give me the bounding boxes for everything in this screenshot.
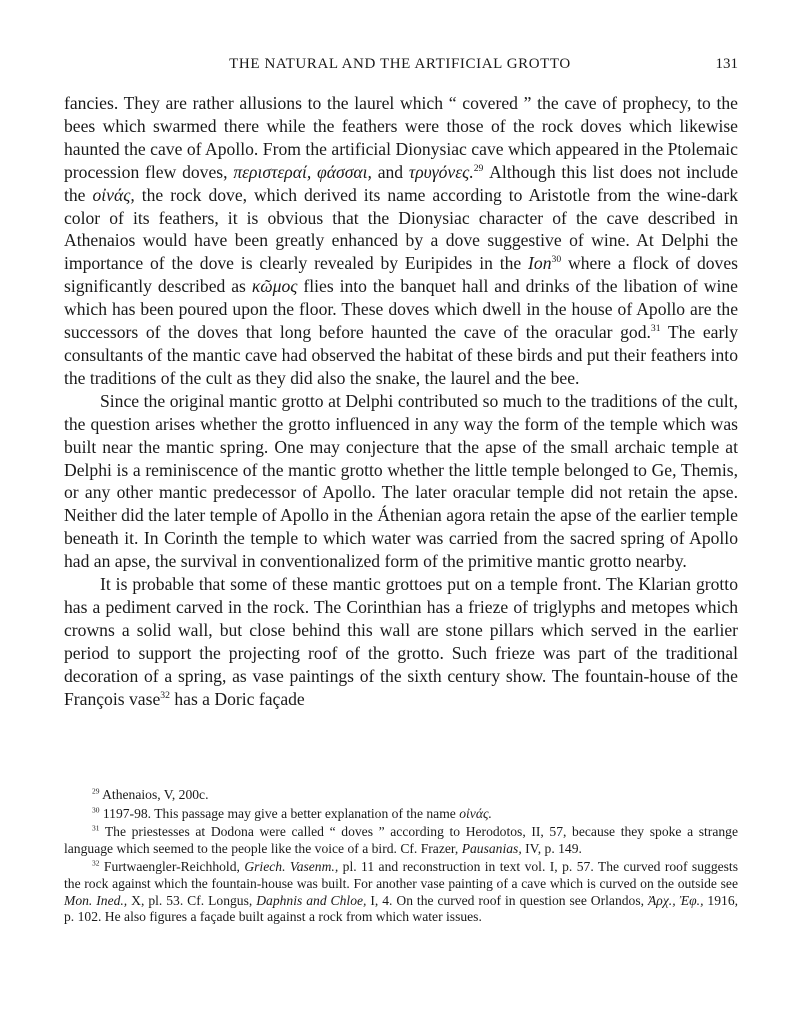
footnote-text: Furtwaengler-Reichhold, [99,859,245,875]
paragraph-2: Since the original mantic grotto at Delphi contributed so much to the traditions of the cult, the question arises whether the grotto influenced in any way the form of the temple which was built near the mantic spring. One may conjecture that the apse of the small archaic temple at Delphi is a reminiscence of the mantic grotto whether the little temple belonged to Ge, Themis, or any other mantic predecessor of Apollo. The later oracular temple did not retain the apse. Neither did the later temple of Apollo in the Áthenian agora retain the apse of the earlier temple beneath it. In Corinth the temple to which water was carried from the sacred spring of Apollo had an apse, the survival in conventionalized form of the primitive mantic grotto nearby. [64,390,738,572]
text-run: fancies. They are rather allusions to the laurel which “ covered ” the cave of prophecy, to the bees which swarmed there while the feathers were those of the rock doves which likewise haunted the cave of Apollo. From the artificial Dionysiac cave which appeared in the Ptolemaic procession flew doves, [64,93,738,182]
italic-title: Pausanias, [461,840,522,856]
footnote-text: X, pl. 53. Cf. Longus, [127,892,257,908]
footnote-ref-32[interactable]: 32 [160,689,170,701]
page-header [62,56,738,78]
greek-text: οἰνάς, [92,184,135,205]
footnote-number: 29 [92,786,100,796]
greek-text: περιστεραί, φάσσαι, [233,161,372,182]
footnote-text: I, 4. On the curved roof in question see Orlandos, [366,892,648,908]
footnote-31 [64,824,738,857]
text-run: has a Doric façade [169,688,305,709]
italic-title: Griech. Vasenm., [244,859,339,875]
footnote-text: Athenaios, V, 200c. [99,787,209,802]
main-text [64,92,738,710]
footnote-ref-29[interactable]: 29 [473,162,484,174]
text-run: The early consultants of the mantic cave had observed the habitat of these birds and put their feathers into the traditions of the cult as they did also the snake, the laurel and the bee. [64,322,738,388]
footnote-text: The priestesses at Dodona were called “ doves ” according to Herodotos, II, 57, because they spoke a strange language which seemed to the people like the voice of a bird. Cf. Frazer, [64,824,738,856]
italic-title: Daphnis and Chloe, [256,892,367,908]
footnote-30 [64,806,738,823]
footnote-number: 32 [92,858,100,868]
italic-title: Ion [528,253,552,274]
footnote-ref-30[interactable]: 30 [551,254,562,266]
greek-text: κῶμος [251,276,298,297]
page-number: 131 [715,56,738,72]
footnote-text: IV, p. 149. [521,840,582,856]
text-run: and [371,161,409,182]
text-run: Although this list does not include the [64,161,739,205]
footnote-number: 30 [92,804,100,814]
footnote-29 [64,787,738,804]
footnote-text: 1916, p. 102. He also figures a façade built against a rock from which water issues. [64,892,739,925]
footnote-32 [64,859,738,925]
greek-text: τρυγόνες. [408,161,474,182]
text-run: It is probable that some of these mantic grottoes put on a temple front. The Klarian grotto has a pediment carved in the rock. The Corinthian has a frieze of triglyphs and metopes which crowns a solid wall, but close behind this wall are stone pillars which served in the earlier period to support the projecting roof of the grotto. Such frieze was part of the traditional decoration of a spring, as vase paintings of the sixth century show. The fountain-house of the François vase [64,574,738,709]
greek-text: Ἀρχ., Ἐφ., [647,892,704,908]
italic-title: Mon. Ined., [64,892,128,908]
footnote-text: 1197-98. This passage may give a better explanation of the name [99,805,460,821]
text-run: flies into the banquet hall and drinks of the libation of wine which has been poured upon the floor. These doves which dwell in the house of Apollo are the successors of the doves that long before haunted the cave of the oracular god. [64,276,738,343]
footnote-number: 31 [92,823,100,833]
text-run: where a flock of doves significantly described as [64,253,738,297]
footnotes [64,787,738,928]
running-head: THE NATURAL AND THE ARTIFICIAL GROTTO [229,56,571,72]
greek-text: οἰνάς. [459,805,492,821]
paragraph-1 [64,92,738,390]
text-run: the rock dove, which derived its name according to Aristotle from the wine-dark color of its feathers, it is obvious that the Dionysiac character of the cave described in Athenaios would have been greatly enhanced by a dove suggestive of wine. At Delphi the importance of the dove is clearly revealed by Euripides in the [64,184,738,274]
footnote-text: pl. 11 and reconstruction in text vol. I, p. 57. The curved roof suggests the rock against which the fountain-house was built. For another vase painting of a cave which is curved on the outside see [64,859,739,891]
footnote-ref-31[interactable]: 31 [650,322,661,334]
paragraph-3 [64,573,738,710]
